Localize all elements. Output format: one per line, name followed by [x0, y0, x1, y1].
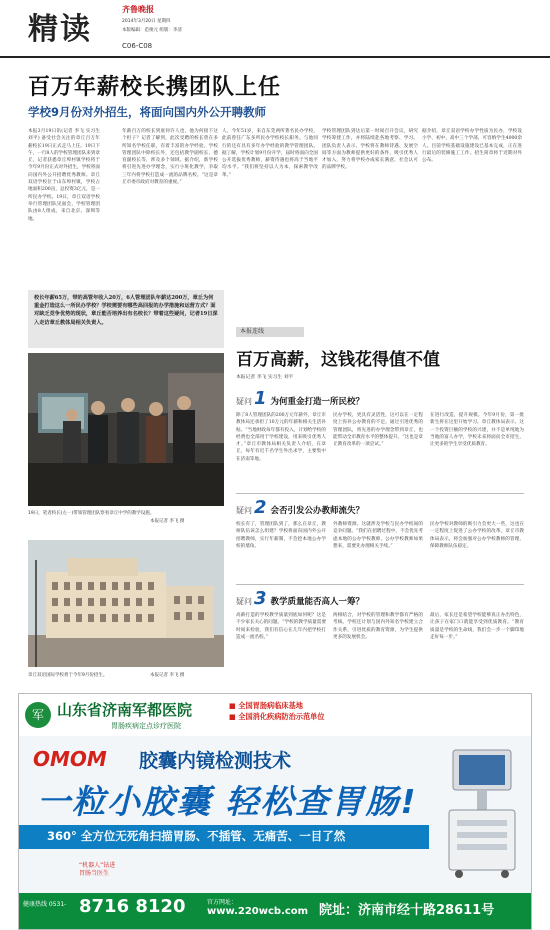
photo-visit: [28, 353, 224, 506]
photo-school-caption: 章丘双语国际学校将于今年9月份招生。: [28, 673, 108, 678]
masthead-rule: [0, 56, 550, 58]
photo-visit-credit: 本报记者 李飞 摄: [150, 519, 185, 524]
q3-col1: 高薪打造的学校教学质量到底如何呢？这是不少家长关心的问题。“学校的教学质量需要时间来检验，我们有信心在几年内把学校打造成一流名校。”: [236, 613, 326, 640]
lead-box: [28, 290, 224, 348]
q2-col3: 民办学校对教师的吸引力会更大一些，这也在一定程度上促进了公办学校的改革。章丘市教体局表示，将会加强对公办学校教师的管理，保障教师队伍稳定。: [430, 522, 524, 549]
question-title: 教学质量能否高人一筹？: [270, 597, 365, 607]
ad-feature-text: 360° 全方位无死角扫描胃肠、不插管、无痛苦、一目了然: [47, 829, 346, 843]
question-title: 会否引发公办教师流失？: [270, 506, 365, 516]
main-headline: 百万年薪校长携团队上任: [28, 75, 282, 100]
question-label: 疑问: [236, 506, 252, 515]
ad-slogan: 一粒小胶囊 轻松查胃肠!: [37, 782, 418, 821]
omom-brand: OMOM: [33, 747, 107, 771]
photo-school-building: [28, 540, 224, 667]
editor-line: 本版编辑：范俊元 组版：李清: [122, 28, 182, 33]
question-3-heading: [236, 588, 364, 609]
divider-2: [236, 584, 524, 585]
ad-bullet: ■ 全国胃肠病临床基地: [229, 701, 303, 710]
issue-date: 2014年3月20日 星期四: [122, 19, 171, 24]
article1-col3: 人，今年51岁，来自东莞两所著名民办学校，此前曾任广东多所民办学校校长职务。与他同行的还有具有多年办学经验的教学管理团队。据了解，学校计划9月份开学，届时将面向全国公开选拔优秀教师，薪资待遇也将高于当地平均水平。“我们将坚持以人为本，探索教学改革。”: [222, 129, 318, 178]
question-1-heading: [236, 388, 364, 409]
question-label: 疑问: [236, 397, 252, 406]
question-label: 疑问: [236, 597, 252, 606]
section-title: 精读: [28, 12, 92, 47]
question-number: 2: [254, 497, 267, 518]
hospital-name: 山东省济南军都医院: [57, 701, 193, 719]
q1-col1: 除了8人管理团队的200万元年薪外，章丘市教体局还承担了10万元的年薪和相关生活补贴。“当地财政每年都有投入，计划给学校的经费也全部用于学校建设，用来吸引优秀人才。”章丘市教体局相关负责人介绍，在章丘，每年有近千名学生外出求学，主要集中在济南等地。: [236, 413, 326, 462]
q1-col2: 民办学校，更具有灵活性，这可以在一定程度上弥补公办教育的不足。通过引进优秀的管理团队，将先进的办学理念带到章丘，也能带动全市教育水平的整体提升。“这也是章丘教育改革的一项尝试。”: [333, 413, 423, 448]
article1-col4: 学校管理团队到达后第一时间召开会议，研究学校筹建工作，并将陆续赴各地考察、学习。团队负责人表示，学校将在教师待遇、发展空间等方面为教师提供更好的条件，吸引优秀人才加入，努力将学校办成家长满意、社会认可的品牌学校。: [322, 129, 418, 171]
ad-website: www.220wcb.com: [207, 906, 309, 917]
ad-phone-label: 健康热线 0531-: [23, 901, 67, 908]
section-tag: 本报连线: [236, 327, 304, 337]
newspaper-brand: 齐鲁晚报: [122, 5, 154, 14]
q2-col1: 校长有了，管理团队到了，那么在章丘，教师队伍该怎么组建？学校将面向国内外公开招聘教师，实行年薪制，不会挖本地公办学校的墙角。: [236, 522, 326, 549]
secondary-byline: 本报记者 李飞 实习生 刘平: [236, 375, 294, 380]
q2-col2: 外教师资源。这就涉及学校与民办学校间的竞争问题。“我们在招聘过程中，不会优先考虑本地的公办学校教师，公办学校教师如果想来，需要先办理相关手续。”: [333, 522, 423, 549]
q3-col2: 两相结合，对学校的管理和教学都有严格的考核。学校还计划与国内外知名学校建立合作关系，引进优质的教育资源，为学生提供更多的发展机会。: [333, 613, 423, 640]
article1-col1: 本报3月19日讯(记者 李飞 实习生 刘平) 备受社会关注的章丘百万年薪校长19日正式走马上任。19日下午，一行8人的学校管理团队来到章丘，记者获悉章丘埠村镇学校将于今年9月份正式对外招生，学校将面向国内外公开招聘优秀教师。章丘双语学校位于山东埠村镇，学校占地面积200亩，总投资3亿元，是一所民办学校。19日，章丘双语学校举行管理团队见面会，学校管理团队由8人组成，来自北京、深圳等地。: [28, 129, 100, 222]
ad-technology-title: 胶囊内镜检测技术: [139, 750, 292, 772]
article1-col2: 年薪百万的校长到底何许人也，他为何接下这个担子？记者了解到，此次受聘的校长曾在多所知名学校任职，有着丰富的办学经验。学校管理团队中除校长外，还包括教学副校长、德育副校长等，涉及多个领域。据介绍，新学校将引进先进办学理念，实行小班化教学，争取三年内将学校打造成一流的品牌名校。“这是章丘市委市政府对教育的重视。”: [122, 129, 218, 186]
question-2-heading: [236, 497, 364, 518]
photo-school-credit: 本报记者 李飞 摄: [150, 673, 185, 678]
hospital-advertisement: [18, 693, 532, 930]
ad-phone-number: 8716 8120: [79, 896, 186, 917]
divider-1: [236, 493, 524, 494]
page-range: C06-C08: [122, 42, 153, 50]
article1-col5: 据介绍，章丘双语学校办学性质为民办，学校设小学、初中、高中三个学部，可容纳学生4000余人。目前学校基础设施建设已基本完成，正在进行最后的装修施工工作。招生简章将于近期对外公布。: [422, 129, 522, 164]
question-number: 1: [254, 388, 267, 409]
ad-note-line1: “机器人”钻进: [79, 862, 116, 869]
hospital-department: 胃肠疾病定点诊疗医院: [111, 722, 181, 730]
main-subhead: 学校9月份对外招生，将面向国内外公开聘教师: [28, 105, 266, 119]
masthead: [0, 0, 550, 56]
ad-address: 院址：济南市经十路28611号: [319, 903, 495, 918]
hospital-logo: 军: [25, 702, 51, 728]
ad-note-line2: 胃肠当医生: [79, 870, 110, 877]
capsule-endoscope-machine-icon: [439, 740, 525, 880]
question-number: 3: [254, 588, 267, 609]
ad-website-label: 官方网址：: [207, 899, 238, 906]
photo-visit-caption: 19日，笔者校长(左一)带领管理团队察看章丘中学的教学设施。: [28, 511, 155, 516]
ad-bullet: ■ 全国消化疾病防治示范单位: [229, 712, 325, 721]
question-title: 为何重金打造一所民校？: [270, 397, 365, 407]
q3-col3: 最后，家长还是希望学校能够真正办出特色，让孩子在家门口就能享受到优质教育。“教育质量是学校的生命线，我们会一步一个脚印地走好每一步。”: [430, 613, 524, 640]
lead-text: 校长年薪65万，带的高管年收入20万，6人管理团队年薪达200万，章丘为何重金打造这么一所民办学校？学校需要有哪些高回报的办学措施和运营方式？面对缺乏竞争优势的现状，章丘能否培养出有名校长？带着这些疑问，记者19日深入走访章丘教体局相关负责人。: [34, 295, 218, 326]
q1-col3: 在进行改造，提升规模。今年9月份，第一批新生将在这里开始学习。章丘教体局表示，这一个投资巨额的学校的兴建，并不是单纯地为当地的富人办学，学校未来将面向全市招生，让更多的学生享受优质教育。: [430, 413, 524, 448]
secondary-headline: 百万高薪，这钱花得值不值: [236, 350, 440, 370]
ad-bullets: [229, 700, 325, 722]
